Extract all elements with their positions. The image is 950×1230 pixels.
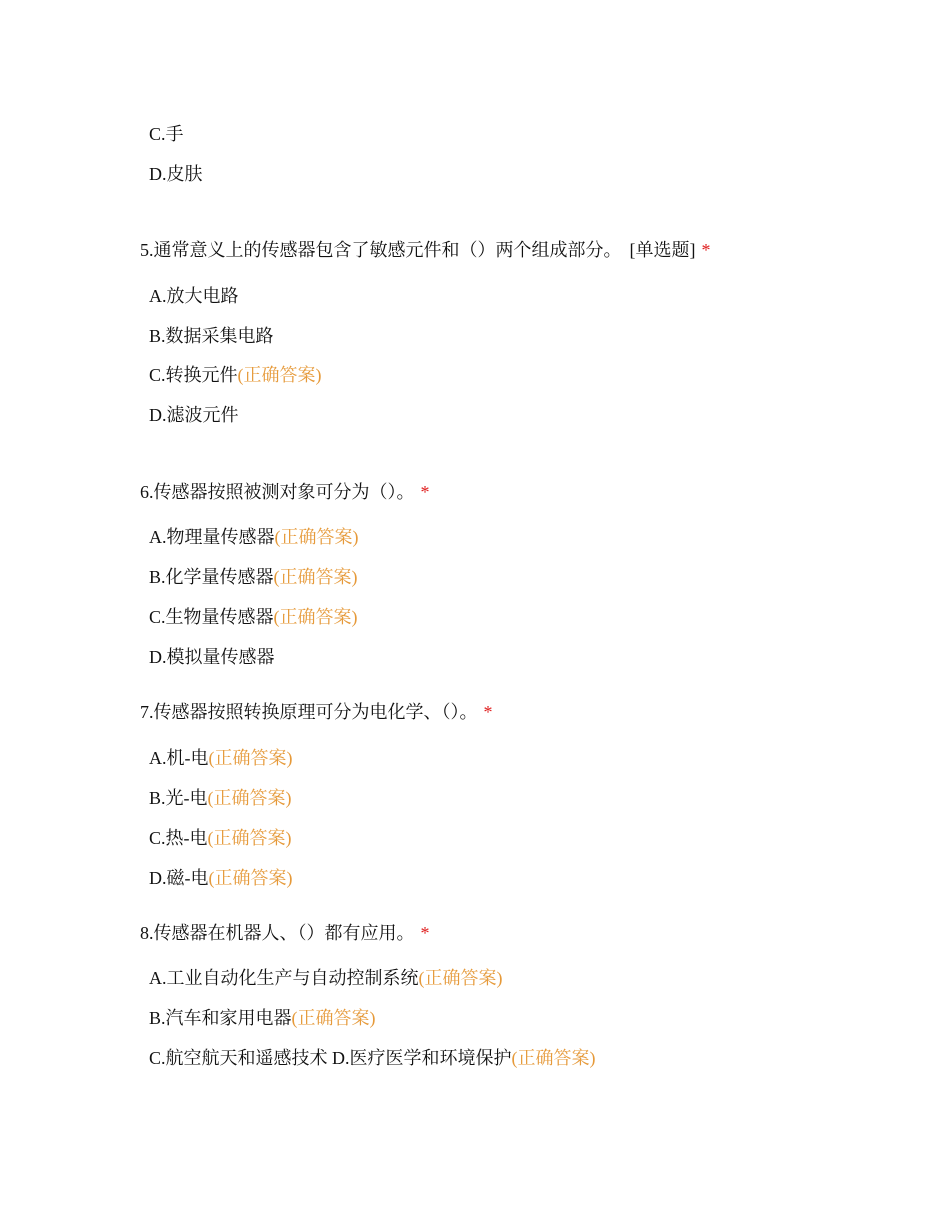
correct-answer-label: (正确答案): [237, 365, 322, 385]
option-row[interactable]: [149, 646, 275, 668]
correct-answer-label: (正确答案): [274, 527, 359, 547]
correct-answer-label: (正确答案): [208, 748, 293, 768]
option-text: C.手: [149, 124, 184, 144]
question-title: [140, 701, 493, 723]
option-row[interactable]: [149, 325, 274, 347]
question-title: [140, 239, 711, 261]
correct-answer-label: (正确答案): [291, 1008, 376, 1028]
option-row[interactable]: [149, 526, 359, 548]
option-row[interactable]: [149, 285, 239, 307]
option-text: D.皮肤: [149, 164, 203, 184]
option-row[interactable]: [149, 867, 293, 889]
option-text: B.光-电: [149, 788, 208, 808]
option-text: B.汽车和家用电器: [149, 1008, 292, 1028]
required-marker: *: [701, 240, 711, 260]
required-marker: *: [483, 702, 493, 722]
question-title: [140, 481, 430, 503]
option-text: D.磁-电: [149, 868, 209, 888]
option-row[interactable]: [149, 967, 503, 989]
option-text: A.放大电路: [149, 286, 239, 306]
option-row[interactable]: [149, 606, 358, 628]
question-type-badge: [单选题]: [629, 240, 696, 260]
option-row[interactable]: [149, 747, 293, 769]
option-text: B.化学量传感器: [149, 567, 274, 587]
correct-answer-label: (正确答案): [273, 567, 358, 587]
option-text: A.工业自动化生产与自动控制系统: [149, 968, 419, 988]
option-row[interactable]: [149, 163, 203, 185]
option-text: B.数据采集电路: [149, 326, 274, 346]
correct-answer-label: (正确答案): [511, 1048, 596, 1068]
option-row[interactable]: [149, 566, 358, 588]
question-text: 6.传感器按照被测对象可分为（）。: [140, 482, 415, 502]
option-row[interactable]: [149, 1007, 376, 1029]
required-marker: *: [420, 923, 430, 943]
question-text: 5.通常意义上的传感器包含了敏感元件和（）两个组成部分。: [140, 240, 622, 260]
question-text: 8.传感器在机器人、（）都有应用。: [140, 923, 415, 943]
option-row[interactable]: [149, 123, 184, 145]
option-text: C.转换元件: [149, 365, 238, 385]
option-text: C.生物量传感器: [149, 607, 274, 627]
question-text: 7.传感器按照转换原理可分为电化学、（）。: [140, 702, 478, 722]
option-row[interactable]: [149, 1047, 596, 1069]
option-text: C.热-电: [149, 828, 208, 848]
option-text: A.物理量传感器: [149, 527, 275, 547]
option-row[interactable]: [149, 827, 292, 849]
correct-answer-label: (正确答案): [208, 868, 293, 888]
question-title: [140, 922, 430, 944]
correct-answer-label: (正确答案): [273, 607, 358, 627]
option-row[interactable]: [149, 404, 239, 426]
required-marker: *: [420, 482, 430, 502]
option-text: D.滤波元件: [149, 405, 239, 425]
option-text: C.航空航天和遥感技术 D.医疗医学和环境保护: [149, 1048, 512, 1068]
option-row[interactable]: [149, 364, 322, 386]
correct-answer-label: (正确答案): [207, 788, 292, 808]
option-text: D.模拟量传感器: [149, 647, 275, 667]
option-row[interactable]: [149, 787, 292, 809]
correct-answer-label: (正确答案): [207, 828, 292, 848]
option-text: A.机-电: [149, 748, 209, 768]
correct-answer-label: (正确答案): [418, 968, 503, 988]
